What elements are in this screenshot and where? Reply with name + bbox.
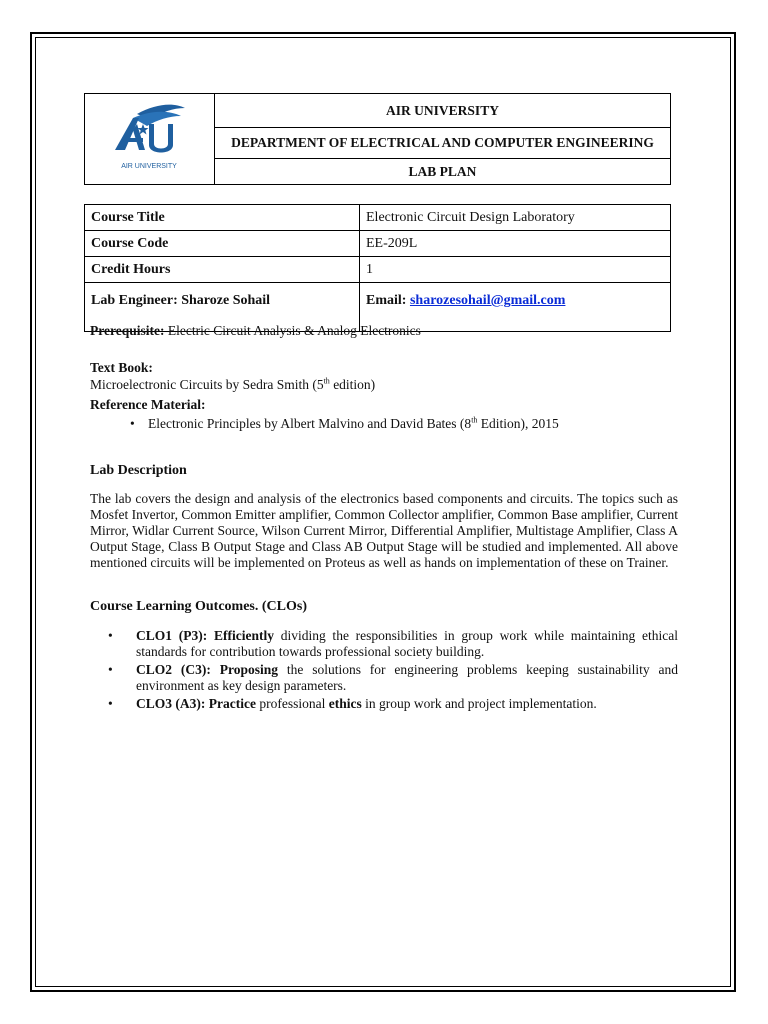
lab-description-heading: Lab Description bbox=[90, 463, 187, 478]
table-row bbox=[85, 257, 671, 283]
clo-verb: Practice bbox=[208, 696, 256, 711]
clos-list bbox=[90, 628, 678, 714]
reference-sup: th bbox=[471, 415, 478, 425]
reference-text: Electronic Principles by Albert Malvino and David Bates (8 bbox=[148, 416, 472, 431]
reference-list bbox=[90, 416, 678, 432]
logo-text: AIR UNIVERSITY bbox=[121, 163, 177, 170]
course-info-table bbox=[84, 204, 671, 332]
clo-verb: Proposing bbox=[219, 662, 278, 677]
email-label: Email: bbox=[366, 293, 407, 308]
air-university-logo bbox=[85, 94, 213, 182]
clo-verb: Efficiently bbox=[213, 628, 274, 643]
list-item bbox=[136, 696, 678, 712]
clos-heading: Course Learning Outcomes. (CLOs) bbox=[90, 599, 307, 614]
prerequisite-label: Prerequisite: bbox=[90, 323, 165, 338]
header-table bbox=[84, 93, 671, 185]
document-title: LAB PLAN bbox=[408, 163, 477, 179]
course-code-value: EE-209L bbox=[360, 231, 671, 257]
clo-rest: in group work and project implementation. bbox=[365, 696, 597, 711]
textbook-heading: Text Book: bbox=[90, 360, 153, 375]
credit-hours-label: Credit Hours bbox=[85, 257, 360, 283]
table-row bbox=[85, 231, 671, 257]
clo-label: CLO1 (P3): bbox=[136, 628, 208, 643]
clo-mid: professional bbox=[259, 696, 326, 711]
textbook-text: Microelectronic Circuits by Sedra Smith (5 bbox=[90, 377, 324, 392]
reference-text-end: Edition), 2015 bbox=[477, 416, 559, 431]
list-item bbox=[136, 628, 678, 660]
university-name: AIR UNIVERSITY bbox=[215, 94, 670, 128]
logo-cell bbox=[85, 94, 215, 184]
lab-description-body: The lab covers the design and analysis of the electronics based components and circuits. The topics such as Mosfet Invertor, Common Emitter amplifier, Common Collector amplifier, Common Base amplifier, Current Mirror, Widlar Current Source, Wilson Current Mirror, Differential Amplifier, Multistage Amplifier, Class A Output Stage, Class B Output Stage and Class AB Output Stage will be studied and implemented. All above mentioned circuits will be implemented on Proteus as well as hands on implementation of these on Trainer. bbox=[90, 491, 678, 570]
department-name: DEPARTMENT OF ELECTRICAL AND COMPUTER ENGINEERING bbox=[215, 128, 670, 159]
email-link[interactable]: sharozesohail@gmail.com bbox=[409, 293, 566, 308]
course-code-label: Course Code bbox=[85, 231, 360, 257]
course-title-value: Electronic Circuit Design Laboratory bbox=[360, 205, 671, 231]
course-title-label: Course Title bbox=[85, 205, 360, 231]
prerequisite-value: Electric Circuit Analysis & Analog Electronics bbox=[167, 323, 421, 338]
textbook-value bbox=[90, 377, 678, 393]
lab-engineer: Lab Engineer: Sharoze Sohail bbox=[85, 283, 360, 332]
list-item bbox=[136, 662, 678, 694]
clo-label: CLO2 (C3): bbox=[136, 662, 211, 677]
prerequisite bbox=[90, 323, 678, 339]
textbook-sup: th bbox=[323, 376, 330, 386]
clo-rest: the solutions for engineering problems keeping sustainability and environment as key design parameters. bbox=[136, 662, 679, 693]
credit-hours-value: 1 bbox=[360, 257, 671, 283]
list-item bbox=[148, 416, 678, 432]
clo-label: CLO3 (A3): bbox=[136, 696, 206, 711]
textbook-text-end: edition) bbox=[329, 377, 376, 392]
clo-bold: ethics bbox=[328, 696, 362, 711]
clo-rest: dividing the responsibilities in group work while maintaining ethical standards for contribution towards professional society building. bbox=[136, 628, 678, 659]
reference-heading: Reference Material: bbox=[90, 397, 206, 412]
table-row bbox=[85, 205, 671, 231]
